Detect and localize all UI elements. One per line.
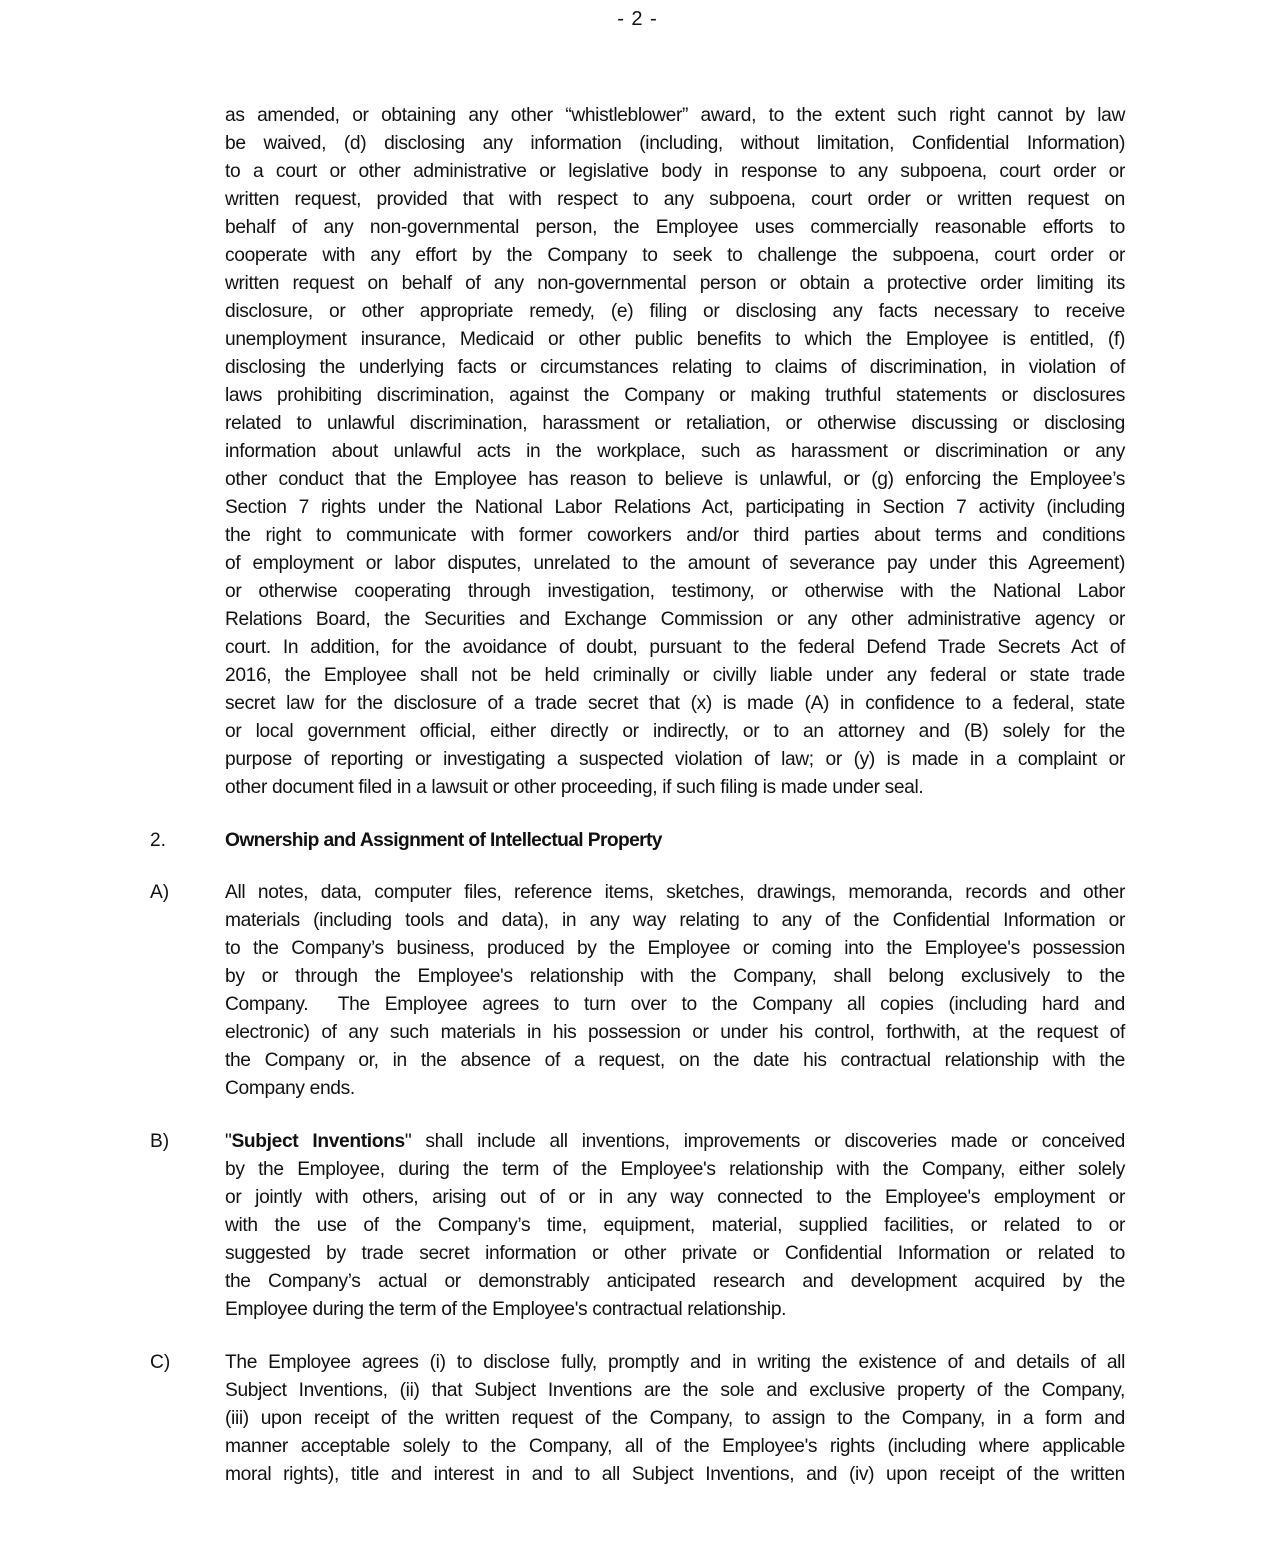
paragraph-line: cooperate with any effort by the Company to seek to challenge the subpoena, court order or <box>225 245 1125 266</box>
paragraph-line: Subject Inventions, (ii) that Subject Inventions are the sole and exclusive property of the Company, <box>225 1380 1125 1401</box>
paragraph-line: Company. The Employee agrees to turn over to the Company all copies (including hard and <box>225 994 1125 1015</box>
paragraph-line: the Company or, in the absence of a request, on the date his contractual relationship with the <box>225 1050 1125 1071</box>
paragraph-line: behalf of any non-governmental person, the Employee uses commercially reasonable efforts to <box>225 217 1125 238</box>
item-marker-b: B) <box>150 1131 170 1152</box>
paragraph-line: (iii) upon receipt of the written request of the Company, to assign to the Company, in a form and <box>225 1408 1125 1429</box>
paragraph-line: purpose of reporting or investigating a suspected violation of law; or (y) is made in a complaint or <box>225 749 1125 770</box>
paragraph-line: to the Company’s business, produced by the Employee or coming into the Employee's possession <box>225 938 1125 959</box>
paragraph-line: of employment or labor disputes, unrelated to the amount of severance pay under this Agreement) <box>225 553 1125 574</box>
paragraph-line: court. In addition, for the avoidance of doubt, pursuant to the federal Defend Trade Secrets Act of <box>225 637 1125 658</box>
paragraph-line: electronic) of any such materials in his possession or under his control, forthwith, at the request of <box>225 1022 1125 1043</box>
paragraph-line: written request on behalf of any non-governmental person or obtain a protective order limiting its <box>225 273 1125 294</box>
paragraph-line: to a court or other administrative or legislative body in response to any subpoena, court order or <box>225 161 1125 182</box>
paragraph-line: secret law for the disclosure of a trade secret that (x) is made (A) in confidence to a federal, state <box>225 693 1125 714</box>
section-number: 2. <box>150 830 167 851</box>
paragraph-line-first <box>225 1128 1125 1156</box>
paragraph-line: moral rights), title and interest in and to all Subject Inventions, and (iv) upon receipt of the written <box>225 1464 1125 1485</box>
paragraph-line: The Employee agrees (i) to disclose fully, promptly and in writing the existence of and details of all <box>225 1352 1125 1373</box>
open-quote: " <box>225 1131 232 1152</box>
item-a-paragraph <box>225 879 1125 1103</box>
paragraph-line: related to unlawful discrimination, harassment or retaliation, or otherwise discussing or disclosing <box>225 413 1125 434</box>
paragraph-line: All notes, data, computer files, reference items, sketches, drawings, memoranda, records and other <box>225 882 1125 903</box>
item-c-paragraph <box>225 1349 1125 1489</box>
paragraph-line: by or through the Employee's relationship with the Company, shall belong exclusively to the <box>225 966 1125 987</box>
paragraph-line: the right to communicate with former coworkers and/or third parties about terms and conditions <box>225 525 1125 546</box>
paragraph-line: written request, provided that with respect to any subpoena, court order or written request on <box>225 189 1125 210</box>
paragraph-line: disclosure, or other appropriate remedy, (e) filing or disclosing any facts necessary to receive <box>225 301 1125 322</box>
paragraph-line: or otherwise cooperating through investigation, testimony, or otherwise with the National Labor <box>225 581 1125 602</box>
paragraph-line: information about unlawful acts in the workplace, such as harassment or discrimination or any <box>225 441 1125 462</box>
paragraph-line: Company ends. <box>225 1078 355 1099</box>
intro-paragraph <box>225 102 1125 802</box>
paragraph-line: laws prohibiting discrimination, against the Company or making truthful statements or disclosures <box>225 385 1125 406</box>
paragraph-line: materials (including tools and data), in any way relating to any of the Confidential Information or <box>225 910 1125 931</box>
paragraph-line: manner acceptable solely to the Company, all of the Employee's rights (including where applicable <box>225 1436 1125 1457</box>
paragraph-line: other document filed in a lawsuit or other proceeding, if such filing is made under seal. <box>225 777 924 798</box>
paragraph-line: disclosing the underlying facts or circumstances relating to claims of discrimination, in violation of <box>225 357 1125 378</box>
paragraph-line: other conduct that the Employee has reason to believe is unlawful, or (g) enforcing the Employee’s <box>225 469 1125 490</box>
paragraph-line: the Company’s actual or demonstrably anticipated research and development acquired by the <box>225 1271 1125 1292</box>
item-marker-c: C) <box>150 1352 171 1373</box>
paragraph-line: Section 7 rights under the National Labor Relations Act, participating in Section 7 activity (including <box>225 497 1125 518</box>
paragraph-line: Relations Board, the Securities and Exchange Commission or any other administrative agency or <box>225 609 1125 630</box>
item-marker-a: A) <box>150 882 170 903</box>
paragraph-line: by the Employee, during the term of the Employee's relationship with the Company, either solely <box>225 1159 1125 1180</box>
paragraph-line: suggested by trade secret information or other private or Confidential Information or related to <box>225 1243 1125 1264</box>
item-b-paragraph <box>225 1128 1125 1324</box>
paragraph-line: as amended, or obtaining any other “whistleblower” award, to the extent such right cannot by law <box>225 105 1125 126</box>
paragraph-line: or local government official, either directly or indirectly, or to an attorney and (B) solely for the <box>225 721 1125 742</box>
section-heading: Ownership and Assignment of Intellectual Property <box>225 830 662 851</box>
paragraph-line: with the use of the Company’s time, equipment, material, supplied facilities, or related to or <box>225 1215 1125 1236</box>
paragraph-text: " shall include all inventions, improvements or discoveries made or conceived <box>404 1131 1126 1152</box>
paragraph-line: unemployment insurance, Medicaid or other public benefits to which the Employee is entitled, (f) <box>225 329 1125 350</box>
paragraph-line: 2016, the Employee shall not be held criminally or civilly liable under any federal or state trade <box>225 665 1125 686</box>
paragraph-line: or jointly with others, arising out of or in any way connected to the Employee's employment or <box>225 1187 1125 1208</box>
defined-term: Subject Inventions <box>231 1131 405 1152</box>
paragraph-line: Employee during the term of the Employee's contractual relationship. <box>225 1299 787 1320</box>
page-number: - 2 - <box>617 8 658 30</box>
paragraph-line: be waived, (d) disclosing any information (including, without limitation, Confidential Information) <box>225 133 1125 154</box>
